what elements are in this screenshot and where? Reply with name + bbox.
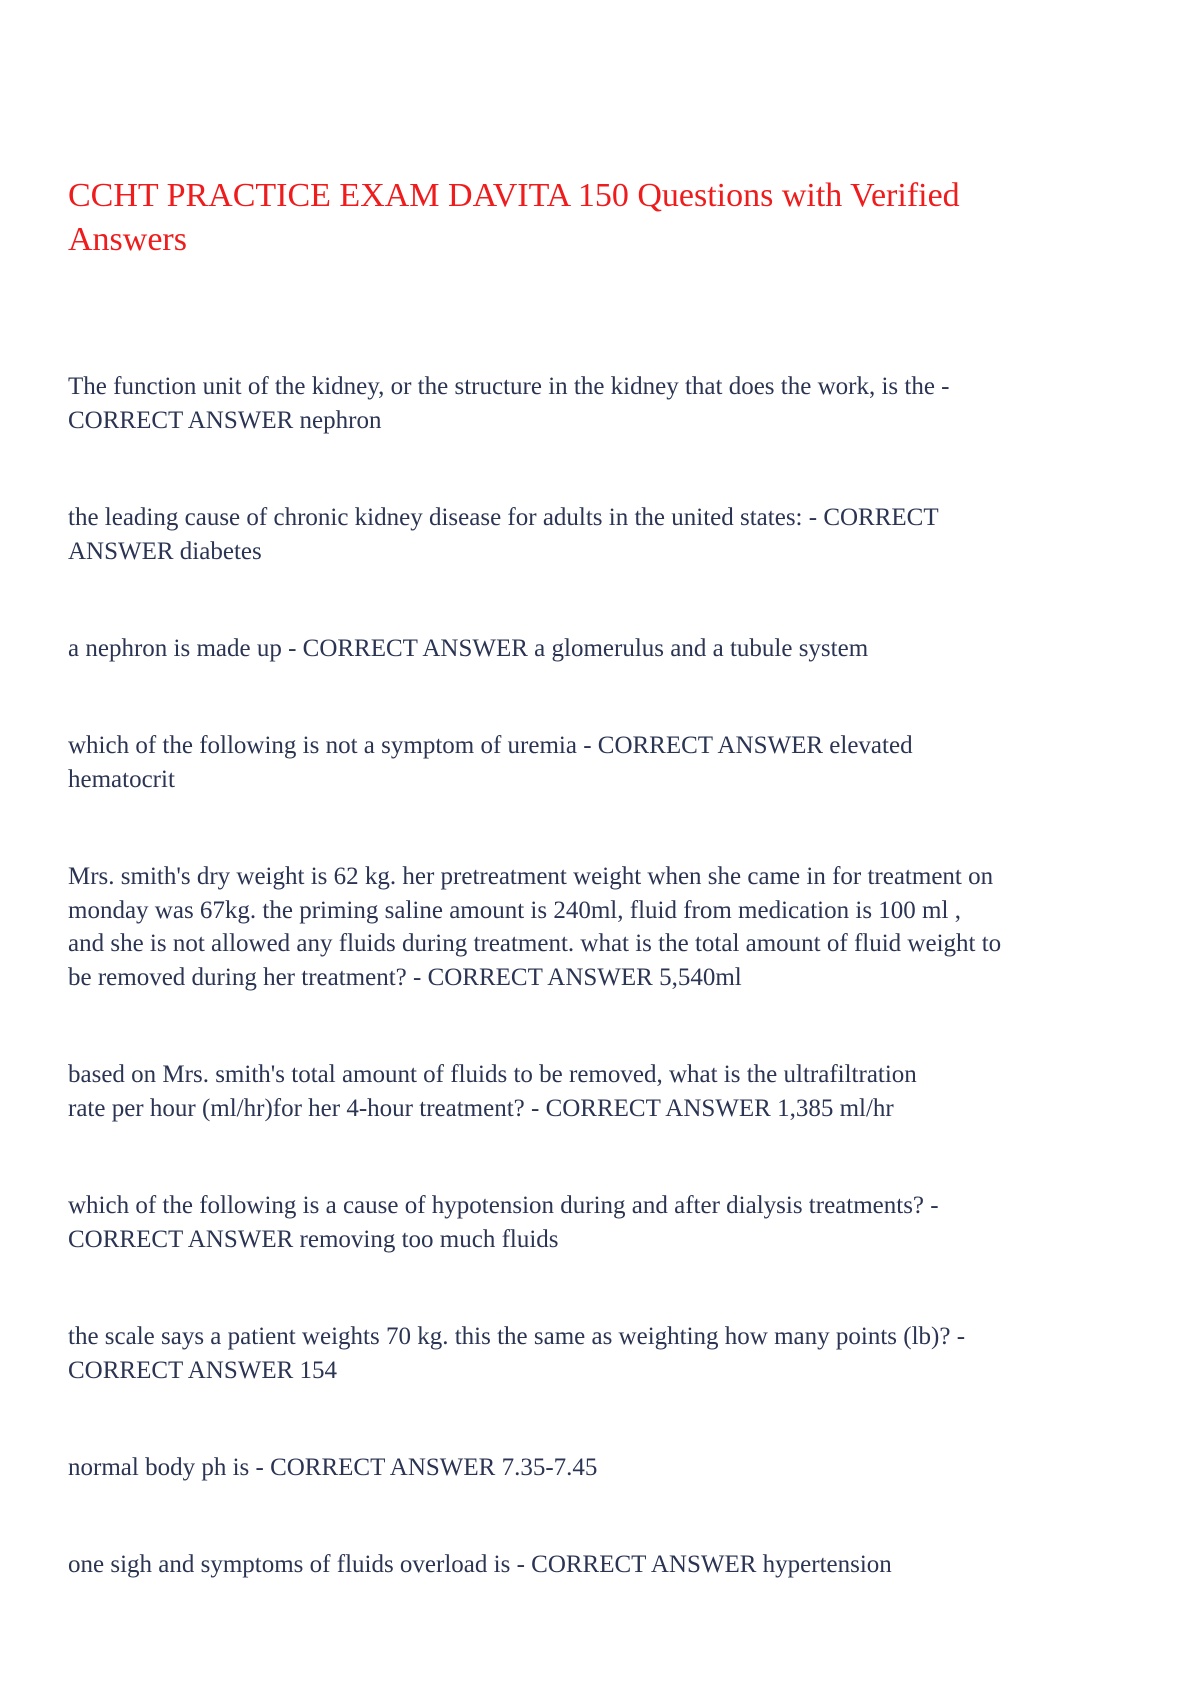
qa-item-6: based on Mrs. smith's total amount of fluids to be removed, what is the ultrafiltration rate per hour (ml/hr)for her 4-hour treatment? - CORRECT ANSWER 1,385 ml/hr — [68, 1061, 917, 1122]
qa-item-8: the scale says a patient weights 70 kg. this the same as weighting how many points (lb)? - CORRECT ANSWER 154 — [68, 1323, 966, 1384]
qa-item-2: the leading cause of chronic kidney disease for adults in the united states: - CORRECT ANSWER diabetes — [68, 504, 939, 565]
qa-item-9: normal body ph is - CORRECT ANSWER 7.35-7.45 — [68, 1454, 598, 1481]
qa-item-7: which of the following is a cause of hypotension during and after dialysis treatments? - CORRECT ANSWER removing too much fluids — [68, 1192, 939, 1253]
qa-item-3: a nephron is made up - CORRECT ANSWER a glomerulus and a tubule system — [68, 635, 869, 662]
qa-item-5: Mrs. smith's dry weight is 62 kg. her pretreatment weight when she came in for treatment on monday was 67kg. the priming saline amount is 240ml, fluid from medication is 100 ml , and she is not allowed any fluids during treatment. what is the total amount of fluid weight to be removed during her treatment? - CORRECT ANSWER 5,540ml — [68, 863, 1002, 991]
qa-item-10: one sigh and symptoms of fluids overload is - CORRECT ANSWER hypertension — [68, 1551, 892, 1578]
qa-item-1: The function unit of the kidney, or the structure in the kidney that does the work, is the - CORRECT ANSWER nephron — [68, 373, 950, 434]
qa-item-4: which of the following is not a symptom of uremia - CORRECT ANSWER elevated hematocrit — [68, 732, 913, 793]
document-title: CCHT PRACTICE EXAM DAVITA 150 Questions with Verified Answers — [68, 177, 960, 258]
